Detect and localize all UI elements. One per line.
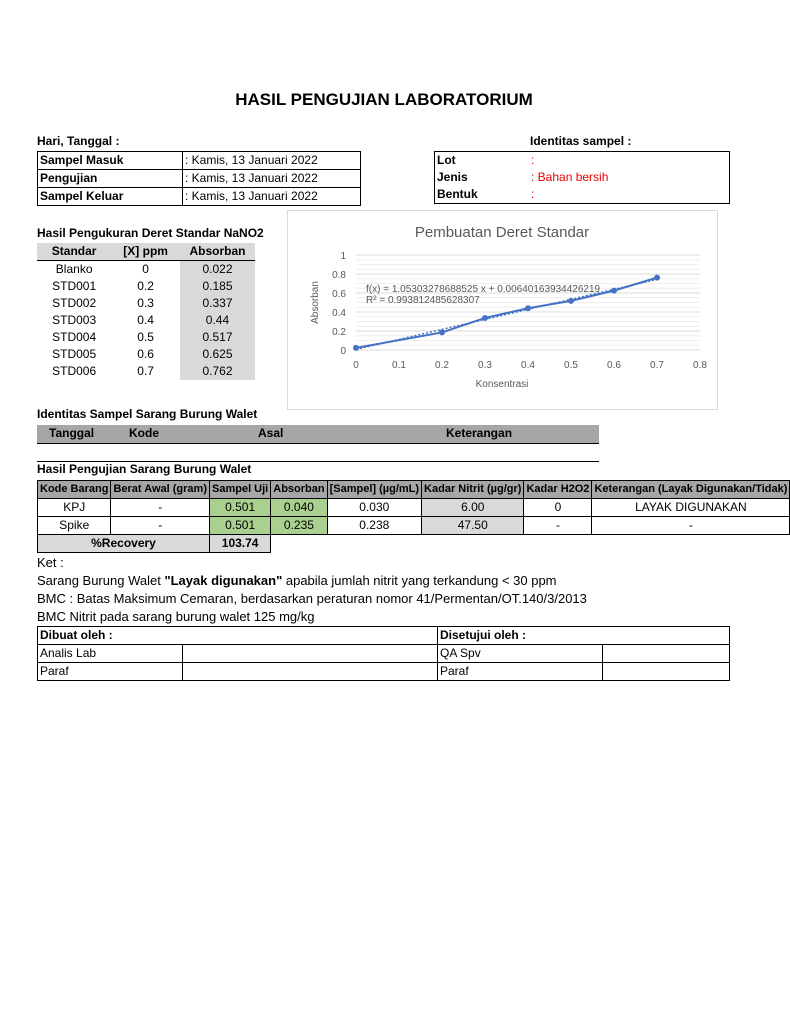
x-tick-label: 0.1 (392, 360, 406, 371)
col-kadar-nitrit: Kadar Nitrit (µg/gr) (422, 481, 524, 499)
std-ppm: 0.7 (137, 364, 154, 378)
sampel-masuk-label: Sampel Masuk (38, 152, 183, 170)
disetujui-label: Disetujui oleh : (438, 627, 730, 645)
x-tick-label: 0.4 (521, 360, 535, 371)
col-asal: Asal (258, 426, 284, 440)
data-point (611, 288, 617, 294)
jenis-value: : Bahan bersih (531, 170, 609, 184)
std-ppm: 0.2 (137, 279, 154, 293)
standard-table (37, 243, 255, 380)
std-col-ppm: [X] ppm (111, 243, 180, 261)
analis-value (183, 645, 438, 663)
table-row (38, 499, 790, 517)
std-col-standar: Standar (37, 243, 111, 261)
std-absorban: 0.517 (180, 329, 255, 346)
col-keterangan-layak: Keterangan (Layak Digunakan/Tidak) (592, 481, 790, 499)
cell: 0.040 (271, 499, 327, 517)
std-name: STD001 (52, 279, 97, 293)
x-tick-label: 0.3 (478, 360, 492, 371)
cell: LAYAK DIGUNAKAN (592, 499, 790, 517)
std-name: STD005 (52, 347, 97, 361)
table-row (37, 363, 255, 380)
col-absorban: Absorban (271, 481, 327, 499)
sample-dates-table (37, 151, 361, 206)
lot-label: Lot (437, 153, 456, 167)
pengujian-label: Pengujian (38, 170, 183, 188)
std-name: STD004 (52, 330, 97, 344)
cell: KPJ (38, 499, 111, 517)
bentuk-label: Bentuk (437, 187, 478, 201)
y-tick-label: 1 (340, 251, 346, 262)
hari-tanggal-label: Hari, Tanggal : (37, 134, 120, 148)
y-axis-title: Absorban (310, 281, 321, 324)
sample-identity-table (434, 151, 730, 204)
std-name: STD006 (52, 364, 97, 378)
data-point (568, 298, 574, 304)
col-tanggal: Tanggal (49, 426, 95, 440)
std-absorban: 0.762 (180, 363, 255, 380)
bentuk-value: : (531, 187, 535, 201)
lot-value: : (531, 153, 535, 167)
pengujian-value: : Kamis, 13 Januari 2022 (183, 170, 361, 188)
table-row (37, 261, 255, 279)
cell: 0.501 (210, 517, 271, 535)
note-bmc: BMC : Batas Maksimum Cemaran, berdasarkan peraturan nomor 41/Permentan/OT.140/3/2013 (37, 591, 587, 606)
table-row (37, 278, 255, 295)
std-ppm: 0.4 (137, 313, 154, 327)
note-bold: "Layak digunakan" (164, 573, 283, 588)
recovery-value: 103.74 (210, 535, 271, 553)
cell: - (111, 499, 210, 517)
cell: Spike (38, 517, 111, 535)
identitas-header-bar (37, 425, 599, 444)
hasil-table (37, 480, 790, 553)
dibuat-label: Dibuat oleh : (38, 627, 438, 645)
note-bmc-nitrit: BMC Nitrit pada sarang burung walet 125 mg/kg (37, 609, 315, 624)
col-sampel-conc: [Sampel] (µg/mL) (327, 481, 421, 499)
cell: - (592, 517, 790, 535)
standard-chart (287, 210, 718, 410)
r-squared: R² = 0.993812485628307 (366, 295, 480, 306)
table-row (37, 295, 255, 312)
sampel-keluar-value: : Kamis, 13 Januari 2022 (183, 188, 361, 206)
table-row (37, 329, 255, 346)
signature-table (37, 626, 730, 681)
sampel-masuk-value: : Kamis, 13 Januari 2022 (183, 152, 361, 170)
x-axis-title: Konsentrasi (475, 379, 529, 390)
paraf-left-value (183, 663, 438, 681)
note-layak (37, 573, 557, 588)
std-name: Blanko (55, 262, 93, 276)
col-kode: Kode (129, 426, 159, 440)
cell: 47.50 (422, 517, 524, 535)
data-point (482, 315, 488, 321)
col-sampel-uji: Sampel Uji (210, 481, 271, 499)
analis-label: Analis Lab (38, 645, 183, 663)
col-kadar-h2o2: Kadar H2O2 (524, 481, 592, 499)
page-title: HASIL PENGUJIAN LABORATORIUM (235, 90, 533, 109)
ket-label: Ket : (37, 555, 64, 570)
chart-title: Pembuatan Deret Standar (414, 224, 590, 241)
data-point (525, 305, 531, 311)
y-tick-label: 0.6 (332, 289, 346, 300)
table-row (37, 312, 255, 329)
x-tick-label: 0.8 (693, 360, 707, 371)
paraf-right-value (603, 663, 730, 681)
sampel-keluar-label: Sampel Keluar (38, 188, 183, 206)
y-tick-label: 0.2 (332, 327, 346, 338)
x-tick-label: 0.7 (650, 360, 664, 371)
std-name: STD003 (52, 313, 97, 327)
recovery-label: %Recovery (38, 535, 210, 553)
x-tick-label: 0.2 (435, 360, 449, 371)
cell: 0.501 (210, 499, 271, 517)
chart-svg (288, 211, 717, 409)
std-col-absorban: Absorban (180, 243, 255, 261)
qa-label: QA Spv (438, 645, 603, 663)
note-text: Sarang Burung Walet (37, 573, 165, 588)
std-absorban: 0.44 (180, 312, 255, 329)
table-row (38, 517, 790, 535)
std-ppm: 0.3 (137, 296, 154, 310)
trendline-equation: f(x) = 1.05303278688525 x + 0.00640163934426219 (366, 284, 601, 295)
y-tick-label: 0.4 (332, 308, 346, 319)
data-point (353, 345, 359, 351)
table-row (37, 346, 255, 363)
col-kode-barang: Kode Barang (38, 481, 111, 499)
std-name: STD002 (52, 296, 97, 310)
y-tick-label: 0.8 (332, 270, 346, 281)
identitas-sampel-label: Identitas sampel : (530, 134, 632, 148)
col-keterangan: Keterangan (446, 426, 513, 440)
paraf-right-label: Paraf (438, 663, 603, 681)
recovery-row (38, 535, 790, 553)
x-tick-label: 0 (353, 360, 359, 371)
std-ppm: 0 (142, 262, 149, 276)
cell: 0.235 (271, 517, 327, 535)
std-absorban: 0.185 (180, 278, 255, 295)
std-absorban: 0.022 (180, 261, 255, 279)
cell: - (111, 517, 210, 535)
std-ppm: 0.5 (137, 330, 154, 344)
data-point (654, 275, 660, 281)
note-text: apabila jumlah nitrit yang terkandung < 30 ppm (282, 573, 557, 588)
cell: 0.238 (327, 517, 421, 535)
hasil-heading: Hasil Pengujian Sarang Burung Walet (37, 462, 252, 476)
x-tick-label: 0.6 (607, 360, 621, 371)
cell: 6.00 (422, 499, 524, 517)
standard-heading: Hasil Pengukuran Deret Standar NaNO2 (37, 226, 264, 240)
std-absorban: 0.625 (180, 346, 255, 363)
paraf-left-label: Paraf (38, 663, 183, 681)
std-absorban: 0.337 (180, 295, 255, 312)
y-tick-label: 0 (340, 346, 346, 357)
data-point (439, 329, 445, 335)
cell: 0 (524, 499, 592, 517)
qa-value (603, 645, 730, 663)
std-ppm: 0.6 (137, 347, 154, 361)
x-tick-label: 0.5 (564, 360, 578, 371)
cell: 0.030 (327, 499, 421, 517)
identitas-heading: Identitas Sampel Sarang Burung Walet (37, 407, 258, 421)
cell: - (524, 517, 592, 535)
jenis-label: Jenis (437, 170, 468, 184)
col-berat-awal: Berat Awal (gram) (111, 481, 210, 499)
